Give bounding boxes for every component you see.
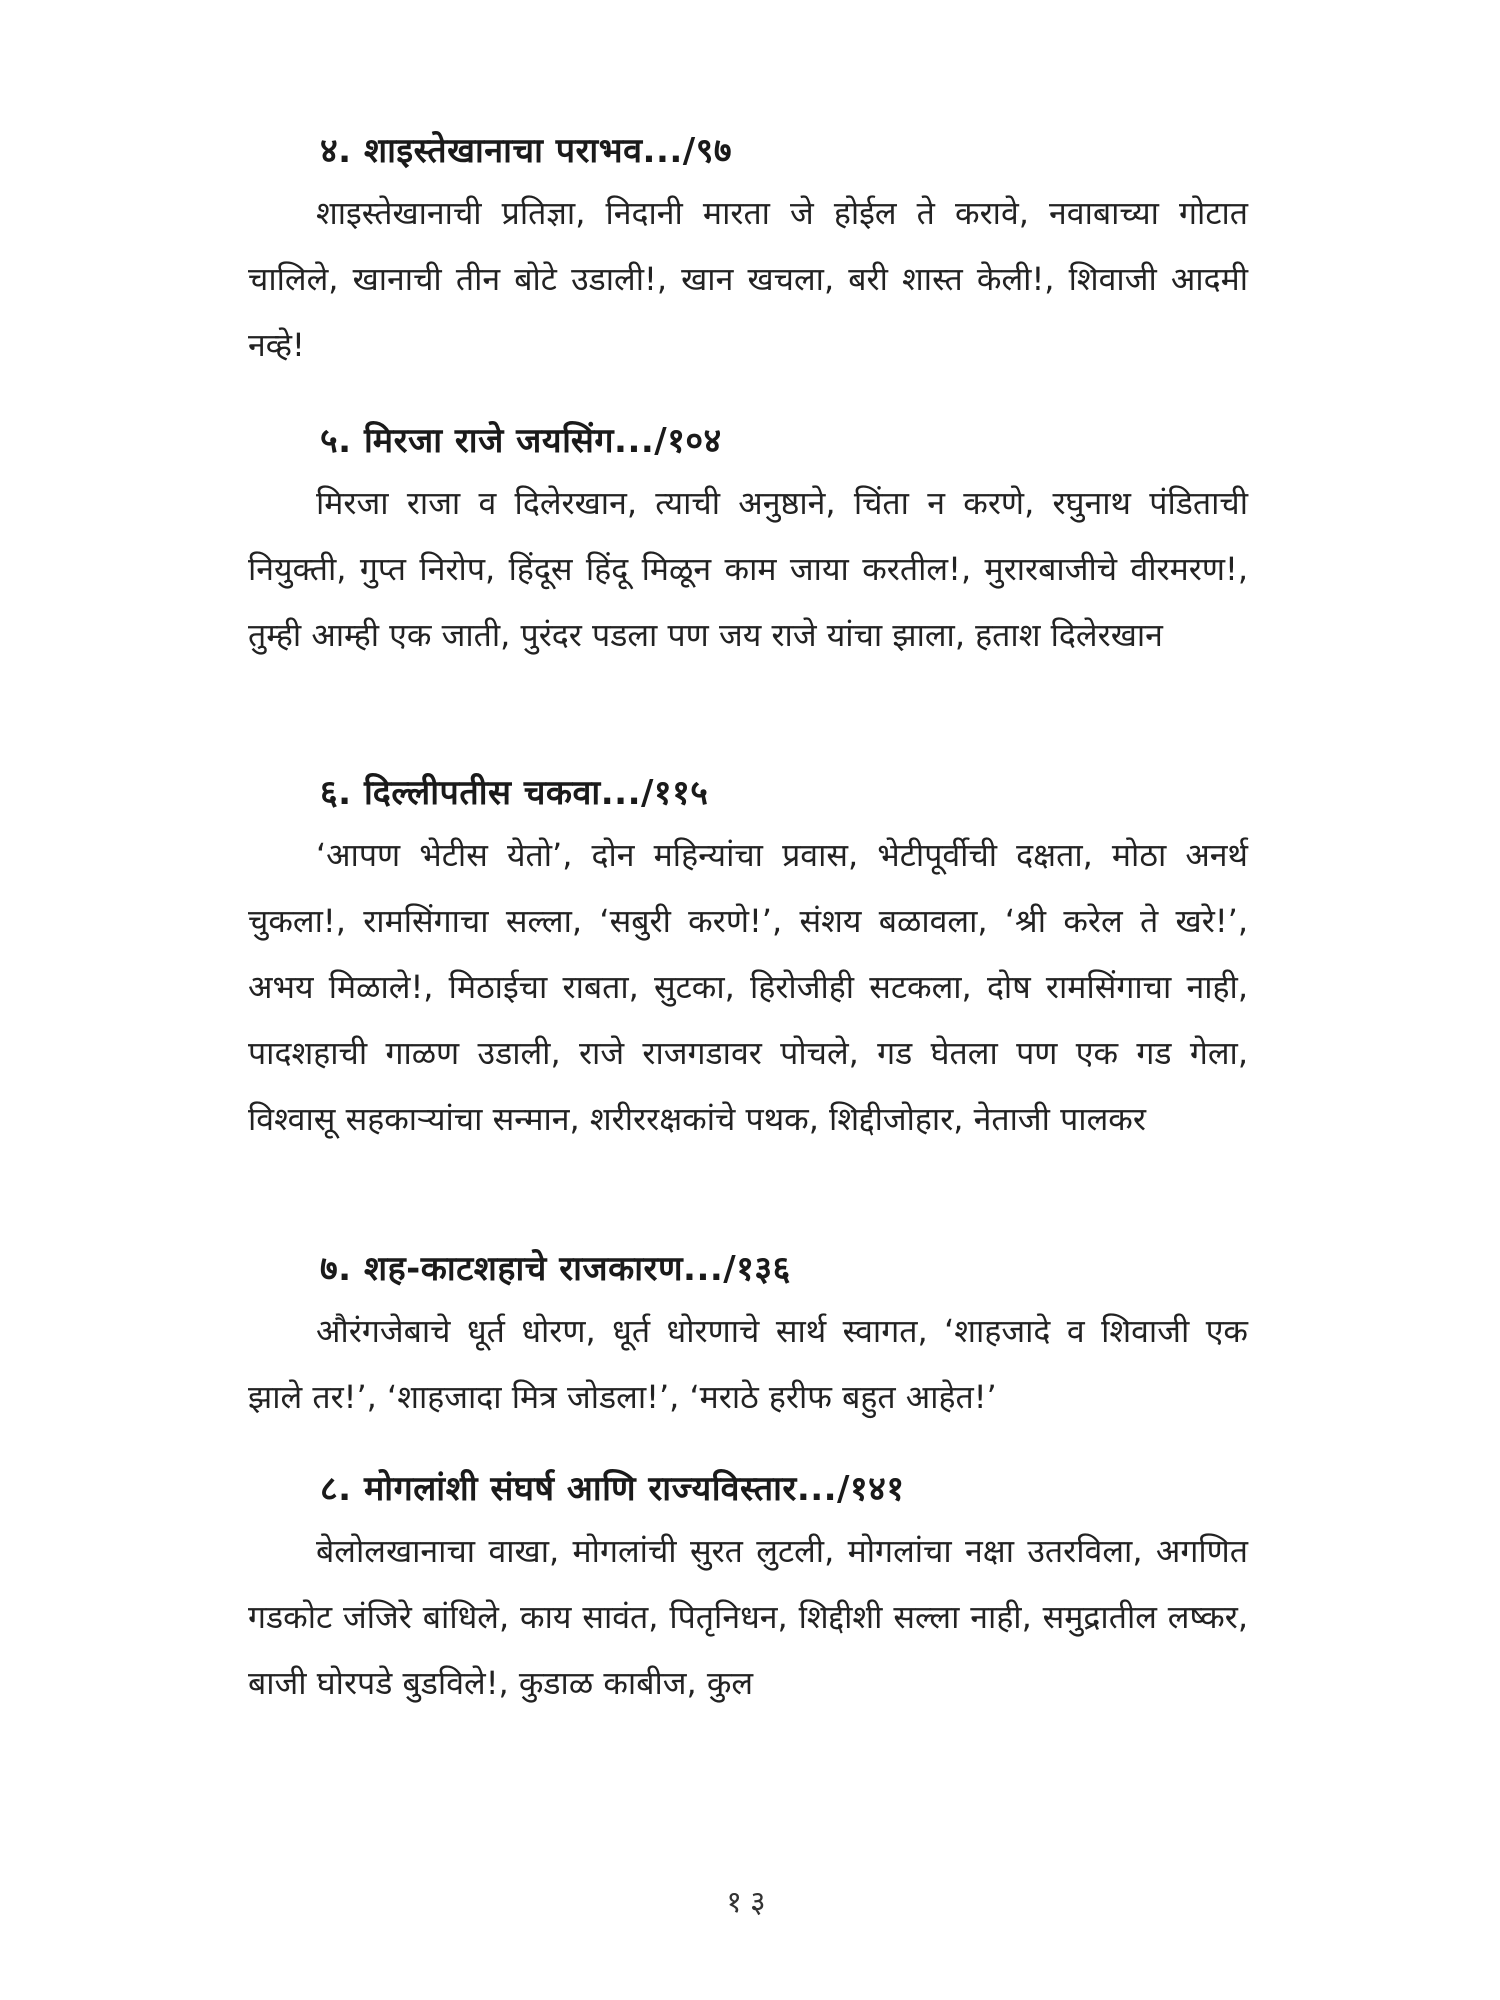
chapter-number: ५. — [320, 421, 352, 461]
chapter-summary: औरंगजेबाचे धूर्त धोरण, धूर्त धोरणाचे सार्थ स्वागत, ‘शाहजादे व शिवाजी एक झाले तर!’, ‘शाहजादा मित्र जोडला!’, ‘मराठे हरीफ बहुत आहेत!’ — [248, 1312, 1248, 1416]
chapter-summary: ‘आपण भेटीस येतो’, दोन महिन्यांचा प्रवास, भेटीपूर्वीची दक्षता, मोठा अनर्थ चुकला!, रामसिंगाचा सल्ला, ‘सबुरी करणे!’, संशय बळावला, ‘श्री करेल ते खरे!’, अभय मिळाले!, मिठाईचा राबता, सुटका, हिरोजीही सटकला, दोष रामसिंगाचा नाही, पादशहाची गाळण उडाली, राजे राजगडावर पोचले, गड घेतला पण एक गड गेला, विश्वासू सहकाऱ्यांचा सन्मान, शरीररक्षकांचे पथक, शिद्दीजोहार, नेताजी पालकर — [248, 836, 1248, 1138]
chapter-title: मिरजा राजे जयसिंग — [363, 421, 615, 461]
chapter-number: ८. — [320, 1469, 352, 1509]
chapter-title: शाइस्तेखानाचा पराभव — [363, 131, 643, 171]
chapter-5 — [248, 412, 1248, 668]
chapter-6 — [248, 764, 1248, 1152]
chapter-number: ७. — [320, 1249, 352, 1289]
chapter-summary: शाइस्तेखानाची प्रतिज्ञा, निदानी मारता जे होईल ते करावे, नवाबाच्या गोटात चालिले, खानाची तीन बोटे उडाली!, खान खचला, बरी शास्त केली!, शिवाजी आदमी नव्हे! — [248, 194, 1248, 364]
chapter-heading — [248, 122, 1248, 180]
chapter-page-ref: .../१३६ — [683, 1249, 791, 1289]
chapter-number: ४. — [320, 131, 352, 171]
page-number: १३ — [726, 1885, 774, 1920]
chapter-page-ref: .../११५ — [600, 773, 709, 813]
chapter-title: शह-काटशहाचे राजकारण — [363, 1249, 684, 1289]
chapter-page-ref: .../९७ — [642, 131, 733, 171]
chapter-heading — [248, 764, 1248, 822]
chapter-summary: बेलोलखानाचा वाखा, मोगलांची सुरत लुटली, मोगलांचा नक्षा उतरविला, अगणित गडकोट जंजिरे बांधिले, काय सावंत, पितृनिधन, शिद्दीशी सल्ला नाही, समुद्रातील लष्कर, बाजी घोरपडे बुडविले!, कुडाळ काबीज, कुल — [248, 1532, 1248, 1702]
chapter-8 — [248, 1460, 1248, 1716]
chapter-4 — [248, 122, 1248, 378]
chapter-title: दिल्लीपतीस चकवा — [363, 773, 601, 813]
chapter-title: मोगलांशी संघर्ष आणि राज्यविस्तार — [363, 1469, 797, 1509]
chapter-heading — [248, 1460, 1248, 1518]
chapter-summary: मिरजा राजा व दिलेरखान, त्याची अनुष्ठाने, चिंता न करणे, रघुनाथ पंडिताची नियुक्ती, गुप्त निरोप, हिंदूस हिंदू मिळून काम जाया करतील!, मुरारबाजीचे वीरमरण!, तुम्ही आम्ही एक जाती, पुरंदर पडला पण जय राजे यांचा झाला, हताश दिलेरखान — [248, 484, 1248, 654]
chapter-page-ref: .../१०४ — [614, 421, 722, 461]
chapter-page-ref: .../१४१ — [796, 1469, 905, 1509]
chapter-heading — [248, 412, 1248, 470]
chapter-heading — [248, 1240, 1248, 1298]
chapter-number: ६. — [320, 773, 352, 813]
chapter-7 — [248, 1240, 1248, 1430]
